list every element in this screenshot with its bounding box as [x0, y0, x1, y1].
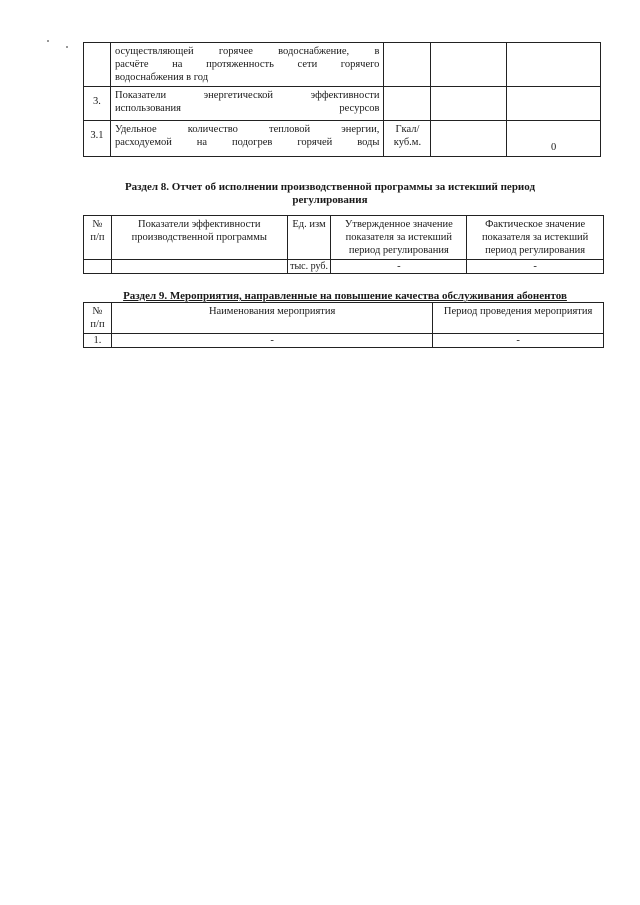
table-header-row	[84, 303, 604, 334]
section8-table	[83, 215, 604, 274]
header-period: Период проведения мероприятия	[433, 303, 604, 334]
row-number: 3.	[84, 87, 111, 121]
header-indicators: Показатели эффективности производственной программы	[111, 216, 287, 260]
header-name: Наименования мероприятия	[111, 303, 432, 334]
row-number: 1.	[84, 334, 112, 348]
approved-value: -	[331, 260, 467, 274]
header-num: № п/п	[84, 216, 112, 260]
scan-speck	[66, 46, 68, 48]
section9-heading: Раздел 9. Мероприятия, направленные на повышение качества обслуживания абонентов	[123, 290, 567, 302]
row-number: 3.1	[84, 121, 111, 157]
table-row	[84, 334, 604, 348]
header-approved: Утвержденное значение показателя за истекший период регулирования	[331, 216, 467, 260]
header-num: № п/п	[84, 303, 112, 334]
indicator-name-cell: Удельное количество тепловой энергии, расходуемой на подогрев горячей воды	[110, 121, 383, 157]
indicator-name-cell: осуществляющей горячее водоснабжение, в расчёте на протяженность сети горячего водоснабжения в год	[110, 43, 383, 87]
table-row	[84, 260, 604, 274]
indicator-name-cell: Показатели энергетической эффективности использования ресурсов	[110, 87, 383, 121]
header-actual: Фактическое значение показателя за истекший период регулирования	[467, 216, 604, 260]
unit-cell: тыс. руб.	[287, 260, 331, 274]
header-unit: Ед. изм	[287, 216, 331, 260]
table-row	[84, 87, 601, 121]
table-row	[84, 43, 601, 87]
actual-value: -	[467, 260, 604, 274]
section9-table	[83, 302, 604, 348]
scan-speck	[47, 40, 49, 42]
measure-name: -	[111, 334, 432, 348]
value-cell: 0	[507, 121, 601, 157]
measure-period: -	[433, 334, 604, 348]
table-row	[84, 121, 601, 157]
section8-heading: Раздел 8. Отчет об исполнении производственной программы за истекший период регулирования	[124, 181, 536, 206]
table-header-row	[84, 216, 604, 260]
unit-cell: Гкал/ куб.м.	[384, 121, 431, 157]
indicators-table	[83, 42, 601, 157]
